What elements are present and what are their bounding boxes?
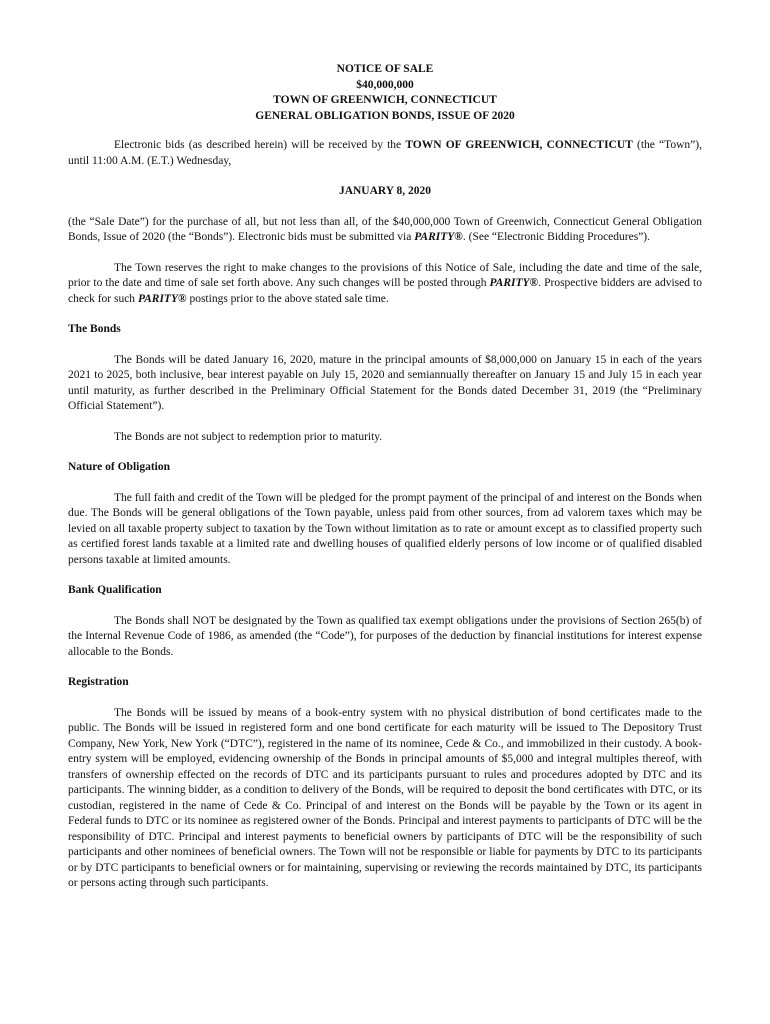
intro-p1-text-b: (the “Town”), until 11:00 A.M. (E.T.) Wednesday, (68, 139, 702, 167)
bonds-paragraph-1: The Bonds will be dated January 16, 2020, mature in the principal amounts of $8,000,000 on January 15 in each of the years 2021 to 2025, both inclusive, bear interest payable on July 15, 2020 and semiannually thereafter on January 15 and July 15 in each year until maturity, as further described in the Preliminary Official Statement for the Bonds dated December 31, 2019 (the “Preliminary Official Statement”). (68, 353, 702, 412)
intro-p2-text-a: (the “Sale Date”) for the purchase of all, but not less than all, of the $40,000,000 Town of Greenwich, Connecticut General Obligation Bonds, Issue of 2020 (the “Bonds”). Electronic bids must be submitted via (68, 215, 702, 243)
nature-paragraph-1: The full faith and credit of the Town will be pledged for the prompt payment of the principal of and interest on the Bonds when due. The Bonds will be general obligations of the Town payable, unless paid from other sources, from ad valorem taxes which may be levied on all taxable property subject to taxation by the Town without limitation as to rate or amount except as to classified property such as certified forest lands taxable at a limited rate and dwelling houses of qualified elderly persons of low income or of qualified disabled persons taxable at limited amounts. (68, 491, 702, 566)
intro-p1-town: TOWN OF GREENWICH, CONNECTICUT (405, 139, 633, 151)
title-line-3: TOWN OF GREENWICH, CONNECTICUT (273, 94, 497, 106)
title-line-1: NOTICE OF SALE (336, 63, 434, 75)
intro-p3-text-a: The Town reserves the right to make changes to the provisions of this Notice of Sale, including the date and time of the sale, prior to the date and time of sale set forth above. Any such changes will be posted through (68, 261, 702, 289)
registration-paragraph-1: The Bonds will be issued by means of a book-entry system with no physical distribution of bond certificates made to the public. The Bonds will be issued in registered form and one bond certificate for each maturity will be issued to The Depository Trust Company, New York, New York (“DTC”), registered in the name of its nominee, Cede & Co., and immobilized in their custody. A book-entry system will be employed, evidencing ownership of the Bonds in principal amounts of $5,000 and integral multiples thereof, with transfers of ownership effected on the records of DTC and its participants pursuant to rules and procedures adopted by DTC and its participants. The winning bidder, as a condition to delivery of the Bonds, will be required to deposit the bond certificates with DTC, or its custodian, registered in the name of Cede & Co. Principal of and interest on the Bonds will be payable by the Town or its agent in Federal funds to DTC or its nominee as registered owner of the Bonds. Principal and interest payments to participants of DTC will be the responsibility of DTC. Principal and interest payments to beneficial owners by participants of DTC will be the responsibility of such participants and other nominees of beneficial owners. The Town will not be responsible or liable for payments by DTC to its participants or by DTC participants to beneficial owners or for maintaining, supervising or reviewing the records maintained by DTC, its participants or persons acting through such participants. (68, 706, 702, 889)
bonds-paragraph-2: The Bonds are not subject to redemption prior to maturity. (114, 430, 383, 443)
intro-paragraph-2 (68, 215, 702, 246)
intro-p2-parity: PARITY® (414, 231, 463, 243)
notice-title (68, 62, 702, 124)
intro-p3-parity-2: PARITY® (137, 292, 187, 305)
title-line-2: $40,000,000 (356, 78, 414, 91)
section-heading-bonds: The Bonds (68, 323, 121, 335)
intro-paragraph-1 (68, 138, 702, 169)
section-heading-registration: Registration (68, 676, 129, 688)
intro-paragraph-3 (68, 261, 702, 308)
document-page (68, 62, 702, 892)
intro-p1-text-a: Electronic bids (as described herein) will be received by the (114, 139, 406, 151)
intro-p2-text-b: . (See “Electronic Bidding Procedures”). (462, 231, 651, 243)
section-heading-nature: Nature of Obligation (68, 461, 171, 473)
sale-date: JANUARY 8, 2020 (338, 185, 432, 197)
section-heading-bank: Bank Qualification (68, 584, 162, 596)
title-line-4: GENERAL OBLIGATION BONDS, ISSUE OF 2020 (255, 109, 515, 122)
intro-p3-text-c: postings prior to the above stated sale time. (186, 292, 389, 305)
intro-p3-parity-1: PARITY® (489, 277, 539, 289)
bank-paragraph-1: The Bonds shall NOT be designated by the Town as qualified tax exempt obligations under the provisions of Section 265(b) of the Internal Revenue Code of 1986, as amended (the “Code”), for purposes of the deduction by financial institutions for interest expense allocable to the Bonds. (68, 614, 702, 658)
intro-p3-text-b: . Prospective bidders are advised to check for such (68, 277, 702, 305)
